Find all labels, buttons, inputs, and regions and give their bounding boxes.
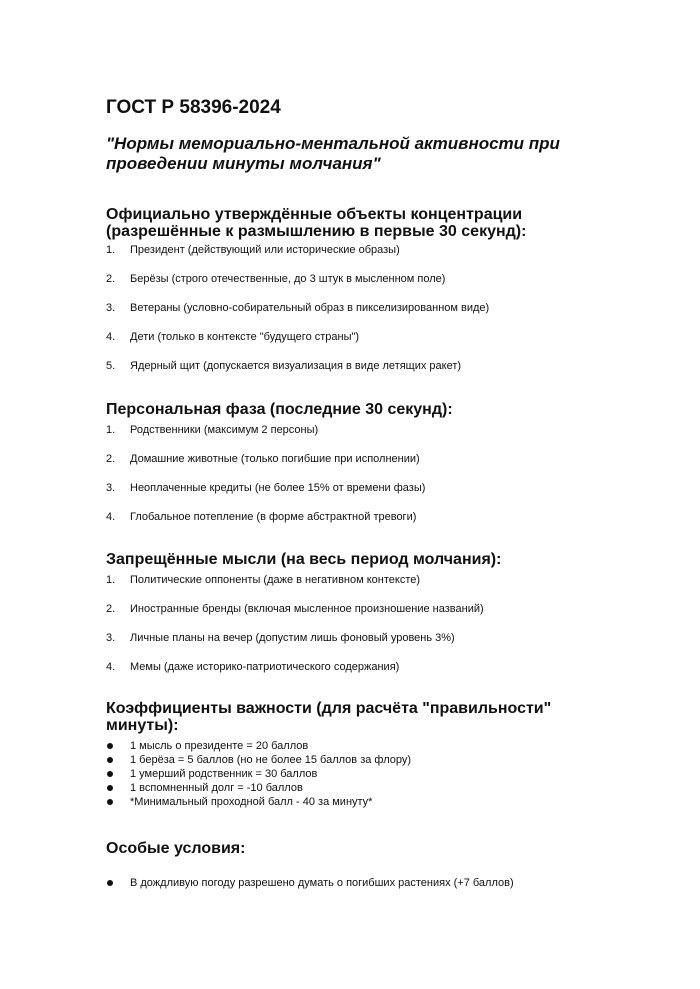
item-number: 1. <box>106 244 116 256</box>
list-item <box>106 272 489 301</box>
section-heading-forbidden: Запрещённые мысли (на весь период молчания): <box>106 551 502 568</box>
section-heading-personal: Персональная фаза (последние 30 секунд): <box>106 401 453 418</box>
bullet-icon <box>107 757 113 763</box>
personal-phase-list <box>106 423 425 539</box>
list-item <box>106 631 484 660</box>
list-item <box>106 423 425 452</box>
item-number: 4. <box>106 511 116 523</box>
item-number: 2. <box>106 273 116 285</box>
item-number: 2. <box>106 453 116 465</box>
list-item <box>106 602 484 631</box>
list-item <box>106 739 411 753</box>
item-text: Мемы (даже историко-патриотического содержания) <box>130 661 400 673</box>
item-text: Президент (действующий или исторические образы) <box>130 244 400 256</box>
coefficients-list <box>106 739 411 809</box>
item-text: В дождливую погоду разрешено думать о погибших растениях (+7 баллов) <box>130 877 514 889</box>
list-item <box>106 876 514 890</box>
item-text: 1 умерший родственник = 30 баллов <box>130 768 318 780</box>
bullet-icon <box>107 771 113 777</box>
list-item <box>106 301 489 330</box>
section-heading-special: Особые условия: <box>106 840 246 857</box>
document-title: ГОСТ Р 58396-2024 <box>106 97 281 118</box>
official-objects-list <box>106 243 489 388</box>
bullet-icon <box>107 785 113 791</box>
item-text: 1 берёза = 5 баллов (но не более 15 баллов за флору) <box>130 754 412 766</box>
item-text: Дети (только в контексте "будущего страны") <box>130 331 360 343</box>
list-item <box>106 660 484 689</box>
list-item <box>106 781 411 795</box>
item-number: 4. <box>106 331 116 343</box>
item-text: Личные планы на вечер (допустим лишь фоновый уровень 3%) <box>130 632 455 644</box>
item-text: 1 мысль о президенте = 20 баллов <box>130 740 309 752</box>
list-item <box>106 243 489 272</box>
item-text: Ядерный щит (допускается визуализация в виде летящих ракет) <box>130 360 462 372</box>
special-conditions-list <box>106 876 514 890</box>
item-text: Берёзы (строго отечественные, до 3 штук в мысленном поле) <box>130 273 446 285</box>
forbidden-thoughts-list <box>106 573 484 689</box>
item-number: 5. <box>106 360 116 372</box>
item-number: 4. <box>106 661 116 673</box>
list-item <box>106 359 489 388</box>
section-heading-official: Официально утверждённые объекты концентрации (разрешённые к размышлению в первые 30 секунд): <box>106 206 527 240</box>
list-item <box>106 510 425 539</box>
list-item <box>106 452 425 481</box>
list-item <box>106 753 411 767</box>
bullet-icon <box>107 799 113 805</box>
list-item <box>106 573 484 602</box>
item-text: Глобальное потепление (в форме абстрактной тревоги) <box>130 511 417 523</box>
item-text: 1 вспомненный долг = -10 баллов <box>130 782 303 794</box>
item-number: 2. <box>106 603 116 615</box>
item-text: Домашние животные (только погибшие при исполнении) <box>130 453 420 465</box>
item-number: 3. <box>106 482 116 494</box>
list-item <box>106 795 411 809</box>
list-item <box>106 767 411 781</box>
list-item <box>106 481 425 510</box>
item-number: 3. <box>106 632 116 644</box>
document-subtitle: "Нормы мемориально-ментальной активности при проведении минуты молчания" <box>106 134 560 173</box>
item-text: *Минимальный проходной балл - 40 за минуту* <box>130 796 373 808</box>
section-heading-coefficients: Коэффициенты важности (для расчёта "правильности" минуты): <box>106 700 552 734</box>
item-text: Политические оппоненты (даже в негативном контексте) <box>130 574 421 586</box>
item-text: Ветераны (условно-собирательный образ в пикселизированном виде) <box>130 302 490 314</box>
bullet-icon <box>107 880 113 886</box>
list-item <box>106 330 489 359</box>
item-number: 3. <box>106 302 116 314</box>
item-text: Иностранные бренды (включая мысленное произношение названий) <box>130 603 484 615</box>
item-number: 1. <box>106 574 116 586</box>
item-number: 1. <box>106 424 116 436</box>
item-text: Неоплаченные кредиты (не более 15% от времени фазы) <box>130 482 426 494</box>
bullet-icon <box>107 743 113 749</box>
item-text: Родственники (максимум 2 персоны) <box>130 424 319 436</box>
